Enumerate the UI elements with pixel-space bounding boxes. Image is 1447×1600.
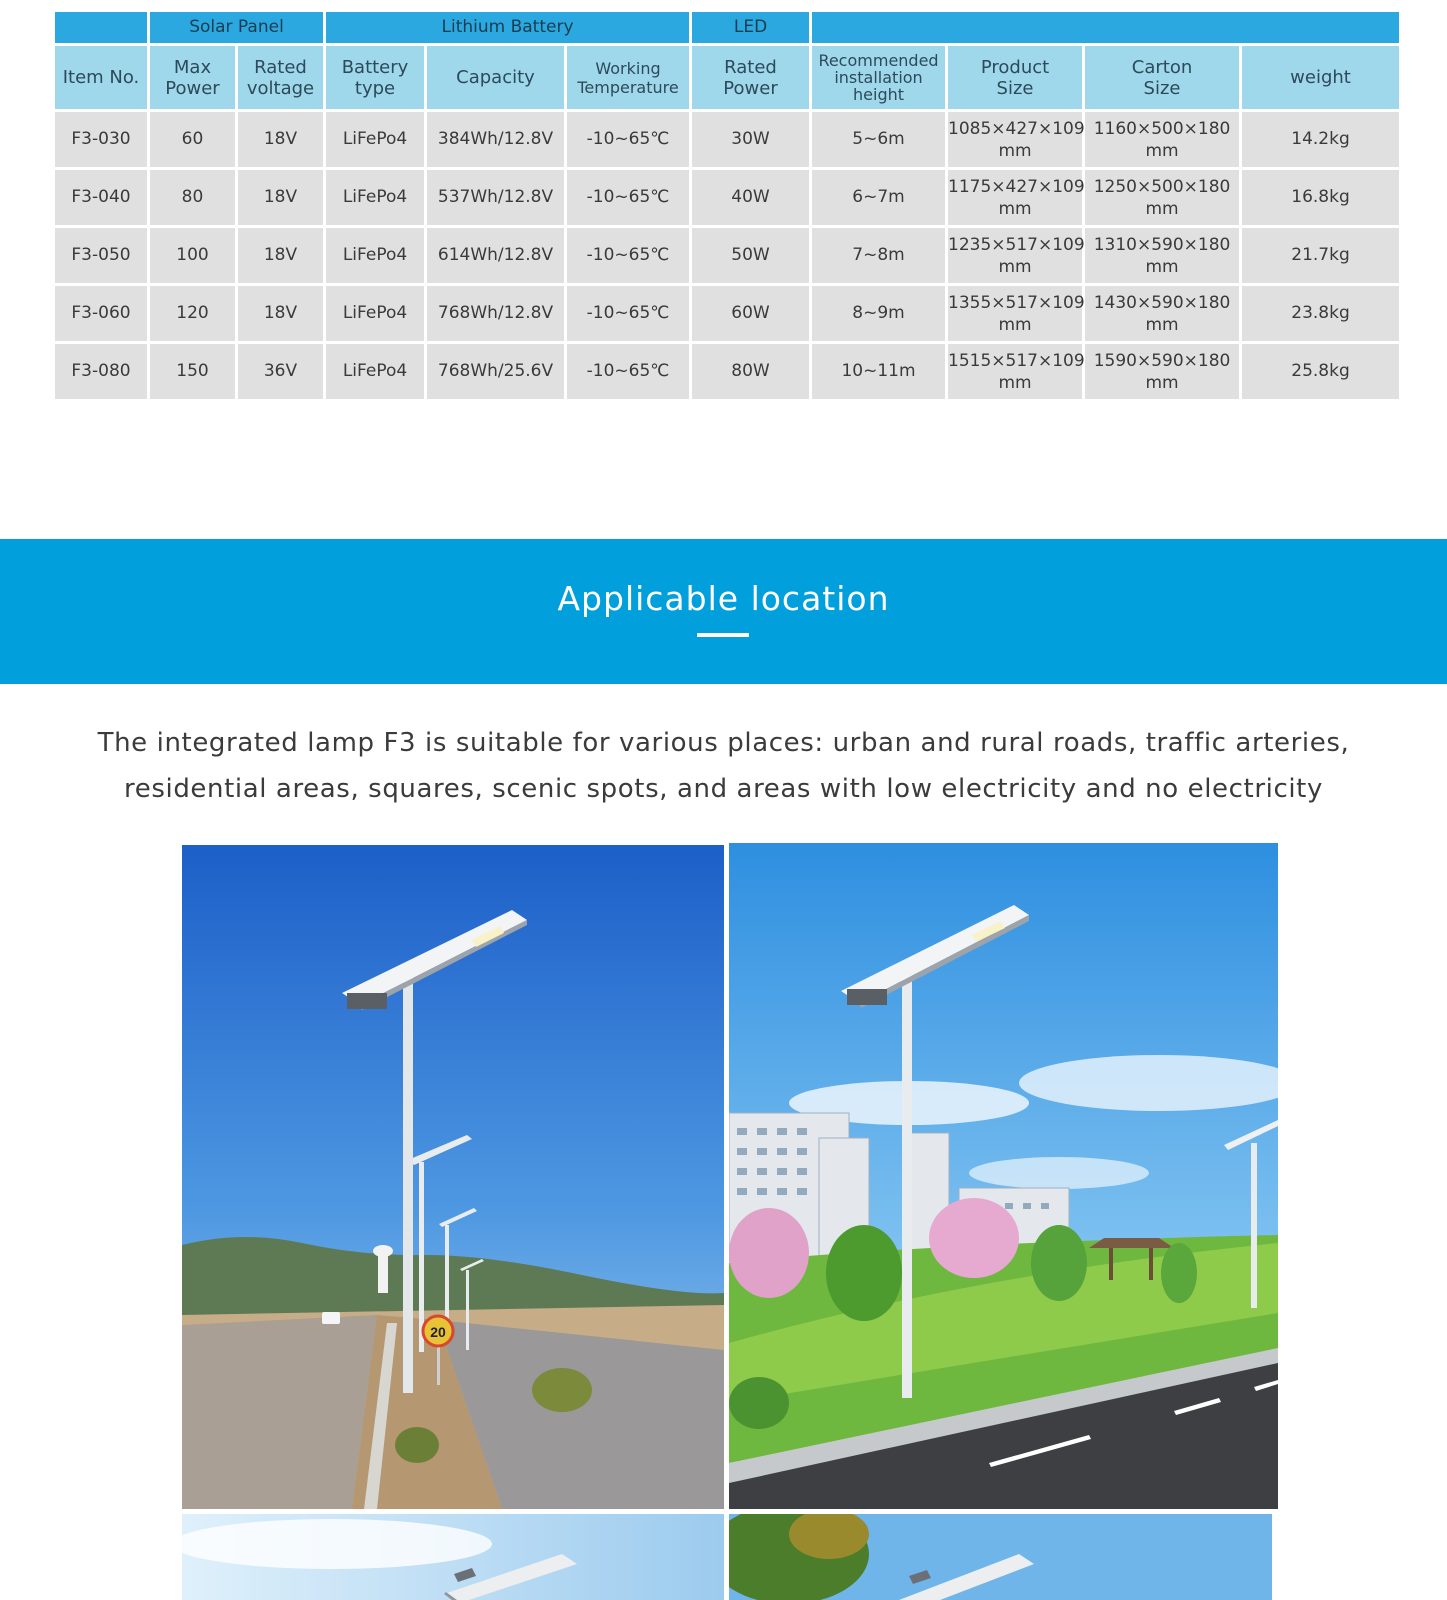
photo-road-streetlights [182, 845, 724, 1509]
row-working-temperature: -10~65℃ [567, 112, 689, 167]
row-capacity: 768Wh/25.6V [427, 344, 564, 399]
row-rated-power: 50W [692, 228, 809, 283]
row-item-no: F3-050 [55, 228, 147, 283]
photo-streetlight-3 [182, 1514, 724, 1600]
photo-city-park-road [729, 843, 1278, 1509]
row-install-height: 6~7m [812, 170, 945, 225]
row-rated-power: 40W [692, 170, 809, 225]
header-item-no: Item No. [55, 46, 147, 109]
row-install-height: 10~11m [812, 344, 945, 399]
description-text: The integrated lamp F3 is suitable for various places: urban and rural roads, traffic arteries, residential areas, squares, scenic spots, and areas with low electricity and no electricity [97, 728, 1350, 804]
row-rated-voltage: 36V [238, 344, 323, 399]
road-sign-text: 20 [430, 1324, 446, 1340]
header-capacity: Capacity [427, 46, 564, 109]
group-header-blank [812, 12, 1399, 43]
table-row [55, 344, 1399, 399]
row-weight: 14.2kg [1242, 112, 1399, 167]
row-product-size: 1515×517×109 mm [948, 344, 1082, 399]
row-weight: 25.8kg [1242, 344, 1399, 399]
row-item-no: F3-080 [55, 344, 147, 399]
row-capacity: 384Wh/12.8V [427, 112, 564, 167]
row-working-temperature: -10~65℃ [567, 228, 689, 283]
row-working-temperature: -10~65℃ [567, 344, 689, 399]
row-carton-size: 1250×500×180 mm [1085, 170, 1239, 225]
table-row [55, 228, 1399, 283]
row-working-temperature: -10~65℃ [567, 170, 689, 225]
group-header-row [55, 12, 1399, 43]
row-battery-type: LiFePo4 [326, 228, 424, 283]
row-capacity: 768Wh/12.8V [427, 286, 564, 341]
row-rated-power: 80W [692, 344, 809, 399]
row-battery-type: LiFePo4 [326, 344, 424, 399]
row-battery-type: LiFePo4 [326, 112, 424, 167]
row-rated-voltage: 18V [238, 112, 323, 167]
row-working-temperature: -10~65℃ [567, 286, 689, 341]
header-working-temperature: Working Temperature [567, 46, 689, 109]
row-install-height: 8~9m [812, 286, 945, 341]
row-rated-voltage: 18V [238, 170, 323, 225]
header-carton-size: Carton Size [1085, 46, 1239, 109]
column-header-row [55, 46, 1399, 109]
group-lithium-battery: Lithium Battery [326, 12, 689, 43]
row-rated-power: 30W [692, 112, 809, 167]
row-capacity: 614Wh/12.8V [427, 228, 564, 283]
row-rated-voltage: 18V [238, 286, 323, 341]
banner-title: Applicable location [557, 579, 890, 618]
row-battery-type: LiFePo4 [326, 286, 424, 341]
applicable-location-banner [0, 539, 1447, 684]
row-carton-size: 1160×500×180 mm [1085, 112, 1239, 167]
row-max-power: 150 [150, 344, 235, 399]
row-install-height: 5~6m [812, 112, 945, 167]
spec-table [52, 9, 1402, 402]
row-rated-voltage: 18V [238, 228, 323, 283]
row-max-power: 80 [150, 170, 235, 225]
group-header-blank [55, 12, 147, 43]
group-solar-panel: Solar Panel [150, 12, 323, 43]
row-install-height: 7~8m [812, 228, 945, 283]
header-rated-power: Rated Power [692, 46, 809, 109]
row-carton-size: 1430×590×180 mm [1085, 286, 1239, 341]
row-max-power: 60 [150, 112, 235, 167]
group-led: LED [692, 12, 809, 43]
row-carton-size: 1590×590×180 mm [1085, 344, 1239, 399]
header-max-power: Max Power [150, 46, 235, 109]
row-rated-power: 60W [692, 286, 809, 341]
row-item-no: F3-060 [55, 286, 147, 341]
table-row [55, 112, 1399, 167]
row-item-no: F3-040 [55, 170, 147, 225]
table-row [55, 286, 1399, 341]
row-product-size: 1235×517×109 mm [948, 228, 1082, 283]
row-product-size: 1355×517×109 mm [948, 286, 1082, 341]
row-max-power: 120 [150, 286, 235, 341]
photo-streetlight-4 [729, 1514, 1272, 1600]
header-product-size: Product Size [948, 46, 1082, 109]
header-rated-voltage: Rated voltage [238, 46, 323, 109]
row-capacity: 537Wh/12.8V [427, 170, 564, 225]
row-weight: 16.8kg [1242, 170, 1399, 225]
header-battery-type: Battery type [326, 46, 424, 109]
row-weight: 23.8kg [1242, 286, 1399, 341]
banner-underline [697, 633, 749, 637]
row-weight: 21.7kg [1242, 228, 1399, 283]
table-row [55, 170, 1399, 225]
header-install-height: Recommended installation height [812, 46, 945, 109]
header-weight: weight [1242, 46, 1399, 109]
row-product-size: 1085×427×109 mm [948, 112, 1082, 167]
row-max-power: 100 [150, 228, 235, 283]
row-product-size: 1175×427×109 mm [948, 170, 1082, 225]
row-item-no: F3-030 [55, 112, 147, 167]
row-battery-type: LiFePo4 [326, 170, 424, 225]
row-carton-size: 1310×590×180 mm [1085, 228, 1239, 283]
